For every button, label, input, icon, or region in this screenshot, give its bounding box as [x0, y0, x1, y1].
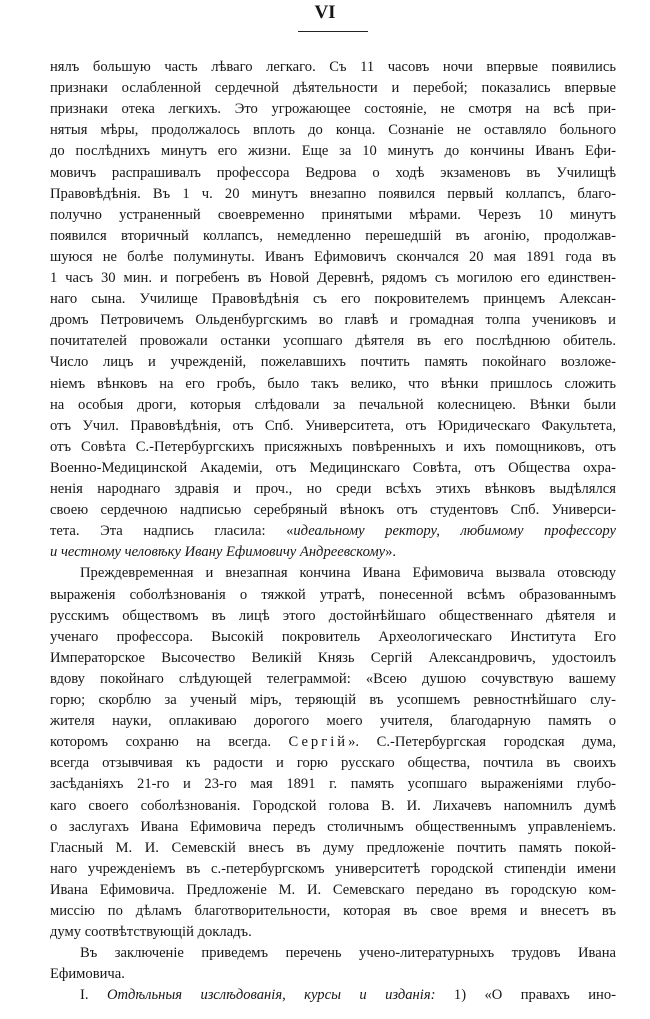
- text-line: [50, 289, 616, 310]
- text-line: [50, 648, 616, 669]
- text-line: [50, 796, 616, 817]
- text-segment: отъ Совѣта С.-Петербургскихъ присяжныхъ повѣренныхъ и ихъ помощниковъ, отъ: [50, 438, 616, 455]
- text-line: [50, 732, 616, 753]
- text-segment: Императорское Высочество Великiй Князь Сергiй Александровичъ, удостоилъ: [50, 649, 616, 666]
- text-segment: дромъ Петровичемъ Ольденбургскимъ во главѣ и громадная толпа учениковъ и: [50, 312, 616, 329]
- text-segment: на особыя дроги, которыя слѣдовали за печальной колесницею. Вѣнки были: [50, 396, 616, 413]
- text-line: [50, 247, 616, 268]
- text-line: [50, 57, 616, 78]
- text-segment: горю; скорблю за ученый мiръ, теряющiй въ усопшемъ ревностнѣйшаго слу-: [50, 692, 616, 708]
- text-line: [50, 669, 616, 690]
- text-line: [50, 774, 616, 795]
- text-line: [50, 163, 616, 184]
- text-line: [50, 352, 616, 373]
- text-line: [50, 563, 616, 584]
- text-line: [50, 922, 616, 943]
- text-segment: нялъ большую часть лѣваго легкаго. Съ 11 часовъ ночи впервые появились: [50, 59, 616, 75]
- text-line: [50, 606, 616, 627]
- text-segment: нiемъ вѣнковъ на его гробъ, было такъ велико, что вѣнки пришлось сложить: [50, 375, 616, 392]
- text-segment: Гласный М. И. Семевскiй внесъ въ думу предложенiе почтить память покой-: [50, 839, 616, 856]
- text-line: [50, 395, 616, 416]
- text-line: [50, 817, 616, 838]
- text-line: [50, 943, 616, 964]
- text-segment: русскимъ обществомъ въ лицѣ этого достойнѣйшаго общественнаго дѣятеля и: [50, 607, 616, 624]
- text-line: [50, 838, 616, 859]
- text-segment: наго учрежденiемъ въ с.-петербургскомъ университетѣ городской стипендiи имени: [50, 860, 616, 877]
- text-segment: Въ заключенiе приведемъ перечень учено-литературныхъ трудовъ Ивана: [80, 945, 616, 962]
- text-line: [50, 458, 616, 479]
- text-line: [50, 585, 616, 606]
- text-segment: вдову покойнаго слѣдующей телеграммой: «Всею душою сочувствую вашему: [50, 670, 616, 687]
- text-segment: признаки ослабленной сердечной дѣятельности и перебой; показались впервые: [50, 80, 616, 97]
- text-line: [50, 437, 616, 458]
- text-line: [50, 331, 616, 352]
- text-segment: мовичъ распрашивалъ профессора Ведрова о ходѣ экзаменовъ въ Училищѣ: [50, 164, 616, 181]
- text-line: [50, 141, 616, 162]
- text-segment: тета. Эта надпись гласила: «: [50, 523, 294, 540]
- text-segment: ».: [385, 544, 397, 561]
- text-line: [50, 268, 616, 289]
- text-segment: появился вторичный коллапсъ, немедленно перешедшiй въ агонiю, продолжав-: [50, 227, 616, 244]
- text-line: [50, 310, 616, 331]
- text-segment: получно устраненный своевременно принятыми мѣрами. Черезъ 10 минутъ: [50, 206, 616, 223]
- text-segment: Правовѣдѣнiя. Въ 1 ч. 20 минутъ внезапно появился первый коллапсъ, благо-: [50, 185, 616, 202]
- text-segment: Преждевременная и внезапная кончина Ивана Ефимовича вызвала отовсюду: [80, 565, 616, 582]
- text-segment: Военно-Медицинской Академiи, отъ Медицинскаго Совѣта, отъ Общества охра-: [50, 459, 616, 476]
- text-line: [50, 226, 616, 247]
- text-line: [50, 964, 616, 985]
- text-segment: Ивана Ефимовича. Предложенiе М. И. Семевскаго передано въ городскую ком-: [50, 881, 616, 898]
- text-segment: ненiя народнаго здравiя и проч., но среди всѣхъ этихъ вѣнковъ выдѣлялся: [50, 481, 616, 497]
- text-segment: миссiю по дѣламъ благотворительности, которая въ свое время и внесетъ въ: [50, 903, 616, 919]
- text-segment: каго своего соболѣзнованiя. Городской голова В. И. Лихачевъ напомнилъ думѣ: [50, 797, 616, 814]
- text-segment: выраженiя соболѣзнованiя о тяжкой утратѣ, понесенной всѣмъ образованнымъ: [50, 586, 616, 603]
- text-segment: 1) «О правахъ ино-: [435, 987, 616, 1004]
- text-segment: Сергiй: [288, 734, 349, 751]
- text-segment: всегда отзывчивая къ радости и горю русскаго общества, почтила въ своихъ: [50, 755, 616, 772]
- text-line: [50, 880, 616, 901]
- text-line: [50, 627, 616, 648]
- text-line: [50, 542, 616, 563]
- text-line: [50, 711, 616, 732]
- text-line: [50, 416, 616, 437]
- text-segment: засѣданiяхъ 21-го и 23-го мая 1891 г. память усопшаго выраженiями глубо-: [50, 776, 616, 793]
- text-segment: Число лицъ и учрежденiй, пожелавшихъ почтить память покойнаго возложе-: [50, 354, 616, 371]
- text-line: [50, 374, 616, 395]
- text-segment: жителя науки, оплакиваю дорогого моего учителя, благодарную память о: [50, 713, 616, 730]
- text-segment: почитателей провожали останки усопшаго дѣятеля въ его послѣднюю обитель.: [50, 333, 616, 350]
- text-segment: отъ Учил. Правовѣдѣнiя, отъ Спб. Университета, отъ Юридическаго Факультета,: [50, 417, 616, 434]
- text-segment: наго сына. Училище Правовѣдѣнiя съ его покровителемъ принцемъ Алексан-: [50, 291, 616, 308]
- text-segment: I.: [80, 987, 107, 1004]
- text-line: [50, 985, 616, 1006]
- text-line: [50, 99, 616, 120]
- text-line: [50, 184, 616, 205]
- text-segment: которомъ сохраню на всегда.: [50, 734, 289, 751]
- text-line: [50, 78, 616, 99]
- text-line: [50, 521, 616, 542]
- text-segment: признаки отека легкихъ. Это угрожающее состоянiе, не смотря на всѣ при-: [50, 101, 616, 118]
- text-segment: думу соотвѣтствующiй докладъ.: [50, 924, 252, 941]
- header-rule: [298, 31, 368, 32]
- text-line: [50, 205, 616, 226]
- text-segment: Ефимовича.: [50, 966, 125, 983]
- text-line: [50, 901, 616, 922]
- italic-text: Отдѣльныя изслѣдованiя, курсы и изданiя:: [106, 987, 436, 1004]
- text-segment: ». С.-Петербургская городская дума,: [348, 734, 616, 751]
- text-segment: о заслугахъ Ивана Ефимовича передъ столичнымъ общественнымъ управленiемъ.: [50, 818, 616, 835]
- text-segment: шуюся не болѣе полуминуты. Иванъ Ефимовичъ скончался 20 мая 1891 года въ: [50, 248, 616, 265]
- text-line: [50, 753, 616, 774]
- text-segment: ученаго профессора. Высокiй покровитель Археологическаго Института Его: [50, 628, 616, 645]
- text-line: [50, 859, 616, 880]
- text-segment: нятыя мѣры, продолжалось вплоть до конца. Сознанiе не оставляло больного: [50, 122, 616, 139]
- page-number: VI: [314, 2, 336, 23]
- text-line: [50, 479, 616, 500]
- italic-text: и честному человѣку Ивану Ефимовичу Андреевскому: [50, 544, 386, 561]
- text-line: [50, 500, 616, 521]
- text-line: [50, 690, 616, 711]
- text-segment: 1 часъ 30 мин. и погребенъ въ Новой Деревнѣ, рядомъ съ могилою его единствен-: [50, 270, 616, 286]
- text-segment: своею сердечною надписью серебряный вѣнокъ отъ студентовъ Спб. Универси-: [50, 502, 616, 519]
- italic-text: идеальному ректору, любимому профессору: [293, 523, 617, 540]
- text-segment: до послѣднихъ минутъ его жизни. Еще за 10 минутъ до кончины Иванъ Ефи-: [50, 143, 616, 160]
- text-line: [50, 120, 616, 141]
